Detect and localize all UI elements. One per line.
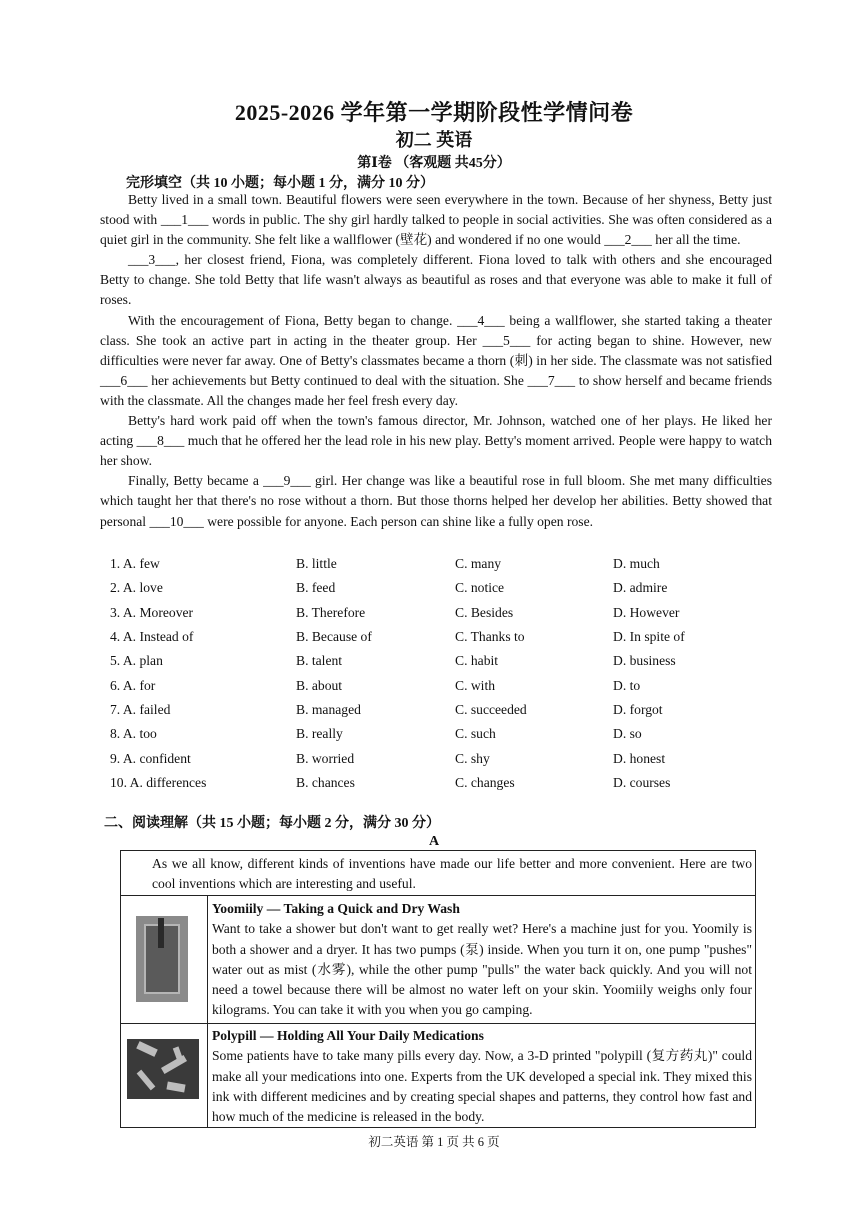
- polypill-image-cell: [121, 1023, 208, 1127]
- polypill-text-cell: [209, 1023, 755, 1127]
- option-row: [110, 722, 770, 746]
- option-b: B. about: [296, 677, 343, 693]
- option-row: [110, 601, 770, 625]
- cloze-section-heading: 完形填空（共 10 小题；每小题 1 分，满分 10 分）: [126, 176, 434, 191]
- polypill-photo: [127, 1039, 199, 1099]
- yoomiily-photo: [136, 916, 188, 1002]
- option-b: B. Therefore: [296, 604, 366, 620]
- option-b: B. Because of: [296, 629, 372, 645]
- option-row: [110, 625, 770, 649]
- passage-paragraph: Betty lived in a small town. Beautiful flowers were seen everywhere in the town. Because of her shyness, Betty just stood with ___1___ words in public. The shy girl hardly talked to people in social activities. She was often considered as a quiet girl in the community. She felt like a wallflower (壁花) and wondered if no one would ___2___ her all the time.: [100, 192, 772, 248]
- option-b: B. chances: [296, 774, 355, 790]
- cloze-options: [110, 552, 770, 795]
- option-b: B. talent: [296, 653, 343, 669]
- option-c: C. changes: [455, 774, 515, 790]
- inventions-table: [120, 850, 756, 1128]
- option-d: D. admire: [613, 580, 668, 596]
- option-a: 2. A. love: [110, 580, 163, 596]
- option-a: 9. A. confident: [110, 750, 191, 766]
- option-row: [110, 649, 770, 673]
- yoomiily-text-cell: [209, 896, 755, 1021]
- exam-part-label: 第Ⅰ卷 （客观题 共45分）: [357, 156, 511, 171]
- option-d: D. However: [613, 604, 680, 620]
- yoomiily-image-cell: [121, 896, 208, 1023]
- yoomiily-row: [121, 896, 755, 1024]
- option-a: 1. A. few: [110, 556, 160, 572]
- passage-paragraph: Finally, Betty became a ___9___ girl. Her change was like a beautiful rose in full bloom. She met many difficulties which taught her that there's no rose without a thorn. But those thorns helped her develop her abilities. Betty showed that personal ___10___ were possible for anyone. Each person can shine like a fully open rose.: [100, 473, 772, 529]
- option-c: C. shy: [455, 750, 490, 766]
- option-a: 6. A. for: [110, 677, 156, 693]
- option-c: C. succeeded: [455, 701, 527, 717]
- passage-paragraph: Betty's hard work paid off when the town's famous director, Mr. Johnson, watched one of her plays. He liked her acting ___8___ much that he offered her the lead role in his new play. Betty's moment arrived. People were happy to watch her show.: [100, 413, 772, 469]
- option-a: 3. A. Moreover: [110, 604, 194, 620]
- option-d: D. courses: [613, 774, 671, 790]
- option-d: D. In spite of: [613, 629, 685, 645]
- option-c: C. habit: [455, 653, 499, 669]
- inventions-intro: [121, 851, 755, 896]
- passage-paragraph: ___3___, her closest friend, Fiona, was completely different. Fiona loved to talk with others and she encouraged Betty to change. She told Betty that life wasn't always as beautiful as roses and that everyone was able to make it full of roses.: [100, 252, 772, 308]
- passage-paragraph: With the encouragement of Fiona, Betty began to change. ___4___ being a wallflower, she started taking a theater class. She took an active part in acting in the theater group. Her ___5___ for acting began to shine. However, new difficulties were never far away. One of Betty's classmates became a thorn (刺) in her side. The classmate was not satisfied ___6___ her achievements but Betty continued to deal with the situation. She ___7___ to show herself and became friends with the classmate. All the changes made her feel fresh every day.: [100, 312, 772, 408]
- option-row: [110, 673, 770, 697]
- option-a: 7. A. failed: [110, 701, 171, 717]
- option-d: D. so: [613, 726, 642, 742]
- option-b: B. managed: [296, 701, 361, 717]
- option-b: B. really: [296, 726, 343, 742]
- option-d: D. to: [613, 677, 641, 693]
- option-c: C. with: [455, 677, 496, 693]
- option-c: C. many: [455, 556, 502, 572]
- option-row: [110, 771, 770, 795]
- option-a: 5. A. plan: [110, 653, 163, 669]
- page-footer: 初二英语 第 1 页 共 6 页: [368, 1135, 500, 1149]
- polypill-body: Some patients have to take many pills every day. Now, a 3-D printed "polypill (复方药丸)" could make all your medications into one. Experts from the UK developed a special ink. They mixed this ink with different medicines and by creating special shapes and patterns, they control how fast and how much of the medicine is released in the body.: [212, 1048, 752, 1125]
- option-d: D. business: [613, 653, 676, 669]
- reading-section-heading: 二、阅读理解（共 15 小题；每小题 2 分，满分 30 分）: [104, 816, 440, 831]
- option-d: D. much: [613, 556, 660, 572]
- option-c: C. Besides: [455, 604, 514, 620]
- option-a: 10. A. differences: [110, 774, 207, 790]
- yoomiily-body: Want to take a shower but don't want to get really wet? Here's a machine just for you. Yoomily is both a shower and a dryer. It has two pumps (泵) inside. When you turn it on, one pump "pushes" water out as mist (水雾), while the other pump "pulls" the water back quickly. And you will not need a towel because there will be almost no water left on your skin. Yoomiily weighs only four kilograms. You can take it with you when you go camping.: [212, 921, 752, 1018]
- option-d: D. honest: [613, 750, 666, 766]
- option-b: B. little: [296, 556, 337, 572]
- intro-text: As we all know, different kinds of inventions have made our life better and more convenient. Here are two cool inventions which are interesting and useful.: [152, 856, 752, 892]
- option-a: 8. A. too: [110, 726, 157, 742]
- yoomiily-heading: Yoomiily — Taking a Quick and Dry Wash: [212, 901, 460, 916]
- option-b: B. worried: [296, 750, 355, 766]
- exam-subtitle: 初二 英语: [395, 130, 473, 150]
- option-a: 4. A. Instead of: [110, 629, 194, 645]
- polypill-heading: Polypill — Holding All Your Daily Medications: [212, 1028, 484, 1043]
- option-d: D. forgot: [613, 701, 663, 717]
- cloze-passage: [100, 190, 772, 532]
- passage-letter: A: [428, 834, 440, 849]
- option-row: [110, 746, 770, 770]
- option-row: [110, 576, 770, 600]
- polypill-row: [121, 1023, 755, 1127]
- option-row: [110, 552, 770, 576]
- option-c: C. notice: [455, 580, 505, 596]
- option-c: C. Thanks to: [455, 629, 525, 645]
- option-row: [110, 698, 770, 722]
- option-c: C. such: [455, 726, 496, 742]
- exam-title: 2025-2026 学年第一学期阶段性学情问卷: [234, 100, 634, 125]
- option-b: B. feed: [296, 580, 336, 596]
